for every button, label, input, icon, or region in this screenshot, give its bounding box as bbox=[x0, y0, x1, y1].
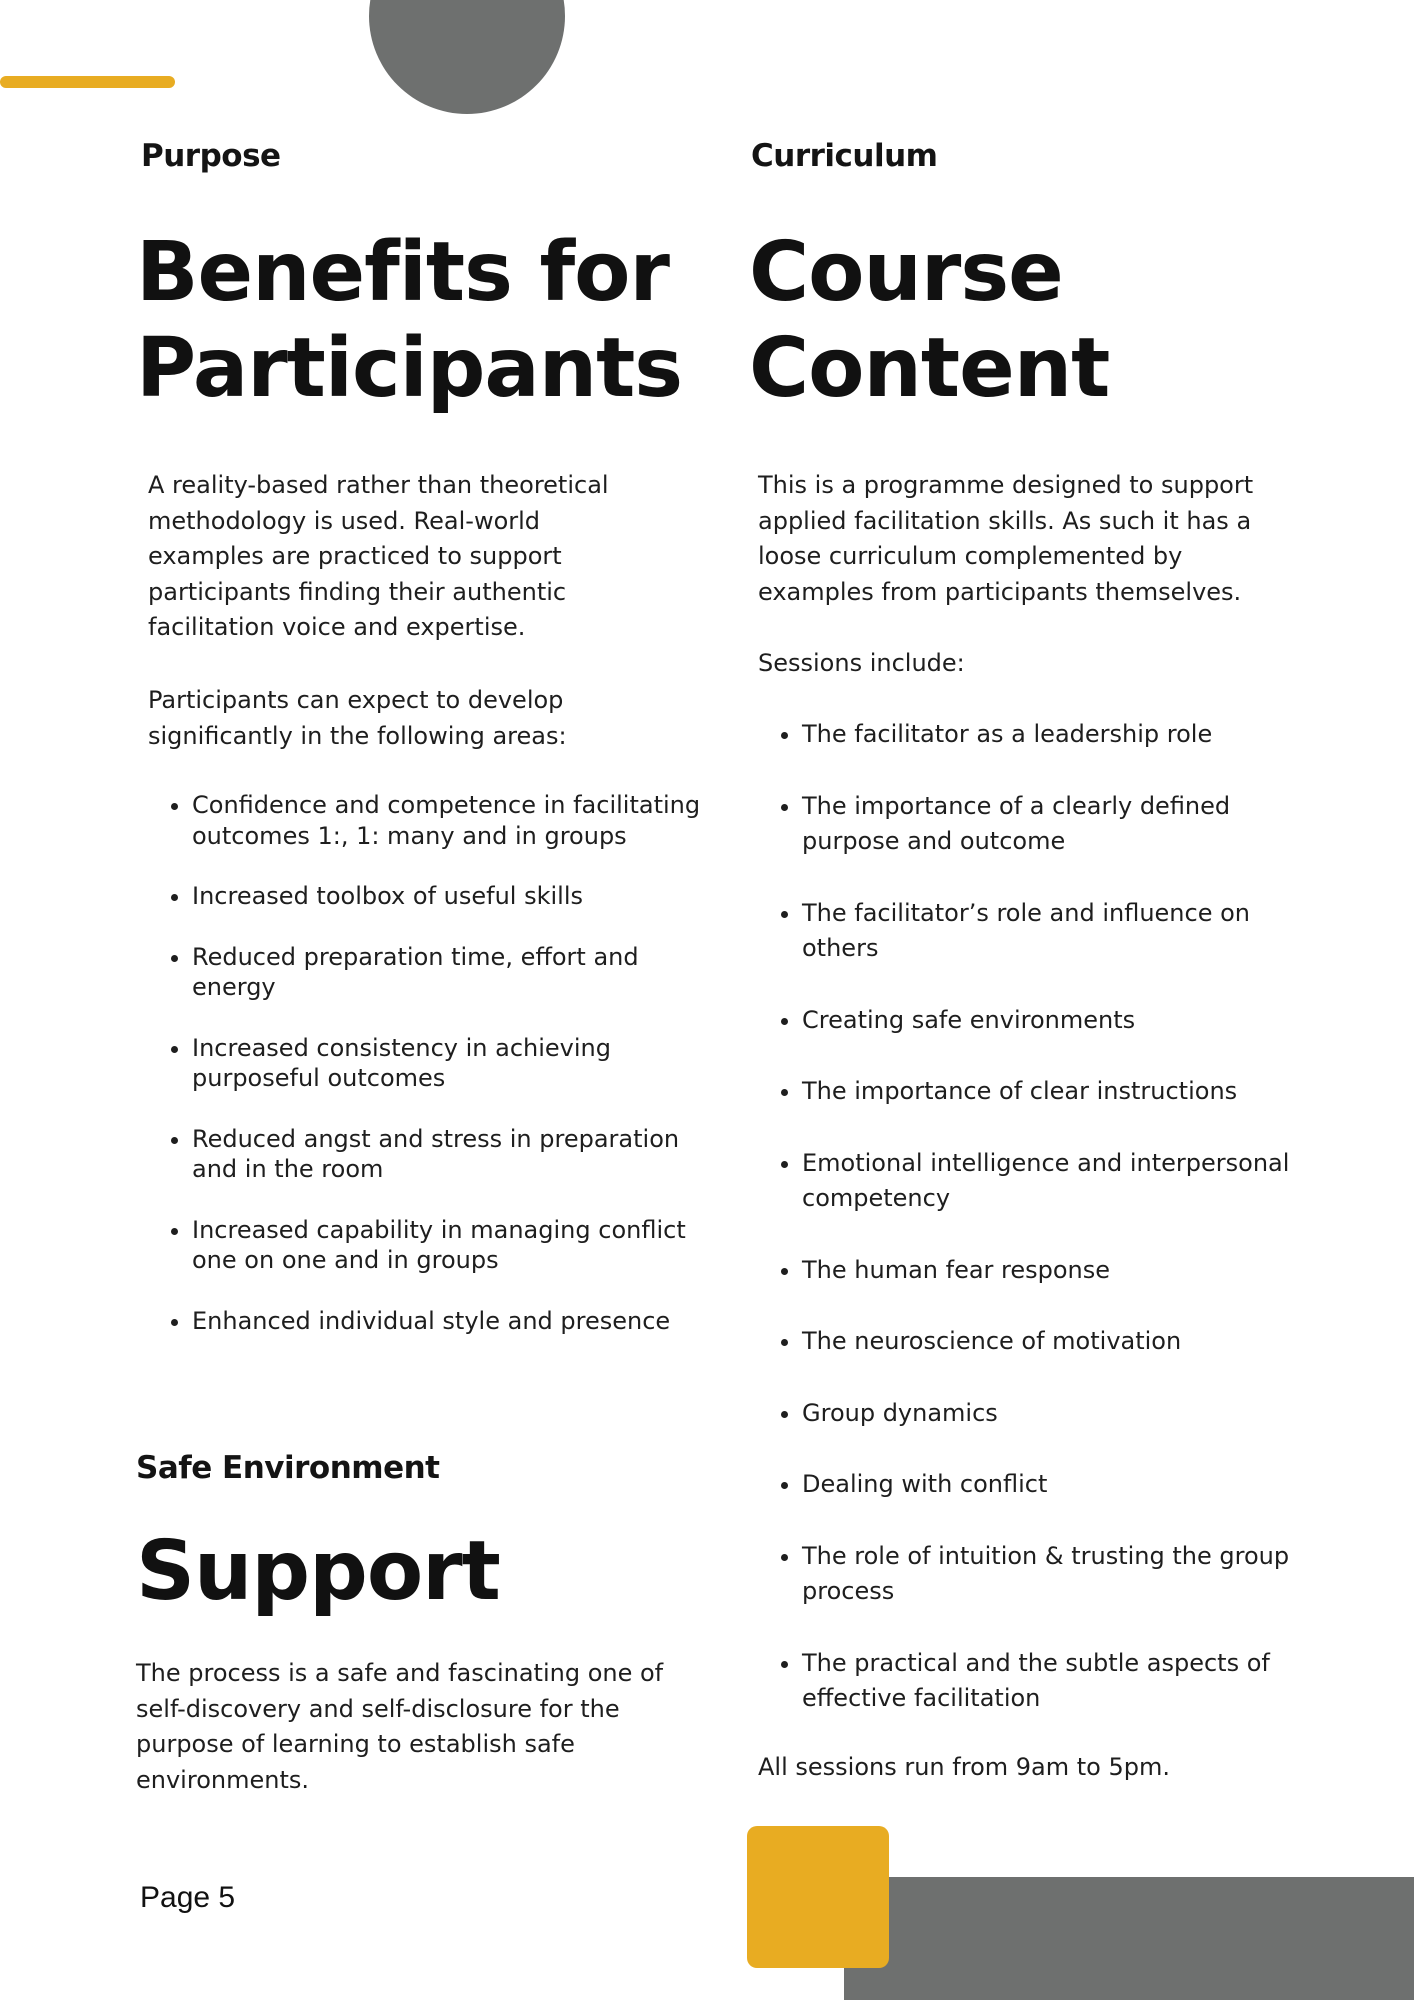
list-item: • Emotional intelligence and interpersonal competency bbox=[802, 1146, 1322, 1217]
list-item: • The neuroscience of motivation bbox=[802, 1324, 1322, 1360]
benefits-title bbox=[136, 225, 682, 417]
sessions-closing: All sessions run from 9am to 5pm. bbox=[758, 1753, 1170, 1781]
course-title-line2: Content bbox=[749, 321, 1110, 416]
safe-environment-eyebrow: Safe Environment bbox=[136, 1450, 440, 1486]
benefits-expect: Participants can expect to develop significantly in the following areas: bbox=[148, 686, 567, 750]
page-number: Page 5 bbox=[140, 1881, 236, 1914]
purpose-eyebrow: Purpose bbox=[141, 138, 281, 174]
list-item: • Enhanced individual style and presence bbox=[192, 1306, 702, 1337]
support-text: The process is a safe and fascinating one of self-discovery and self-disclosure for the purpose of learning to establish safe environments. bbox=[136, 1659, 664, 1794]
list-item: • Confidence and competence in facilitating outcomes 1:, 1: many and in groups bbox=[192, 790, 702, 851]
sessions-label: Sessions include: bbox=[758, 649, 965, 677]
list-item: • The importance of clear instructions bbox=[802, 1074, 1322, 1110]
list-item: • The facilitator as a leadership role bbox=[802, 717, 1322, 753]
support-title: Support bbox=[136, 1524, 500, 1619]
course-intro: This is a programme designed to support applied facilitation skills. As such it has a loose curriculum complemented by examples from participants themselves. bbox=[758, 471, 1254, 606]
list-item: • The practical and the subtle aspects of effective facilitation bbox=[802, 1646, 1322, 1717]
list-item: • Creating safe environments bbox=[802, 1003, 1322, 1039]
accent-square bbox=[747, 1826, 889, 1968]
list-item: • The human fear response bbox=[802, 1253, 1322, 1289]
course-content-title bbox=[749, 225, 1109, 417]
footer-band bbox=[844, 1877, 1414, 2000]
list-item: • Increased consistency in achieving purposeful outcomes bbox=[192, 1033, 702, 1094]
decorative-circle bbox=[369, 0, 565, 114]
list-item: • The facilitator’s role and influence on others bbox=[802, 896, 1322, 967]
course-title-line1: Course bbox=[749, 225, 1063, 320]
benefits-intro: A reality-based rather than theoretical methodology is used. Real-world examples are practiced to support participants finding their authentic facilitation voice and expertise. bbox=[148, 471, 609, 641]
list-item: • Increased toolbox of useful skills bbox=[192, 881, 702, 912]
list-item: • Increased capability in managing conflict one on one and in groups bbox=[192, 1215, 702, 1276]
benefits-title-line1: Benefits for bbox=[136, 225, 669, 320]
list-item: • Dealing with conflict bbox=[802, 1467, 1322, 1503]
sessions-list bbox=[758, 717, 1322, 1753]
list-item: • Reduced angst and stress in preparation and in the room bbox=[192, 1124, 702, 1185]
list-item: • Group dynamics bbox=[802, 1396, 1322, 1432]
list-item: • Reduced preparation time, effort and energy bbox=[192, 942, 702, 1003]
list-item: • The importance of a clearly defined purpose and outcome bbox=[802, 789, 1322, 860]
list-item: • The role of intuition & trusting the group process bbox=[802, 1539, 1322, 1610]
accent-line bbox=[0, 76, 175, 88]
curriculum-eyebrow: Curriculum bbox=[751, 138, 938, 174]
benefits-title-line2: Participants bbox=[136, 321, 683, 416]
benefits-list bbox=[148, 790, 702, 1366]
